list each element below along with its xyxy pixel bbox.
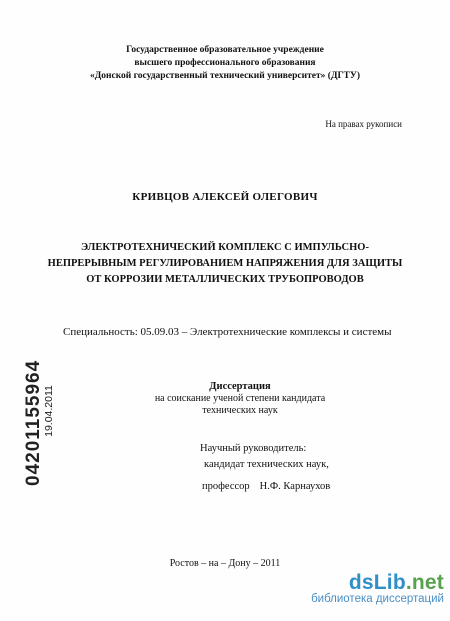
dslib-watermark xyxy=(311,571,444,605)
organization-line-2: высшего профессионального образования xyxy=(134,58,316,68)
watermark-brand-tld: .net xyxy=(405,571,444,594)
stamp-date: 19.04.2011 xyxy=(43,385,55,437)
dissertation-line-2: технических наук xyxy=(202,405,278,416)
stamp-number: 04201155964 xyxy=(23,359,44,486)
organization-line-3: «Донской государственный технический университет» (ДГТУ) xyxy=(89,71,361,81)
watermark-subtitle: библиотека диссертаций xyxy=(311,593,444,605)
supervisor-label: Научный руководитель: xyxy=(200,443,307,454)
watermark-brand xyxy=(311,571,444,595)
library-stamp xyxy=(23,336,55,486)
organization-header xyxy=(0,44,450,83)
supervisor-name: Н.Ф. Карнаухов xyxy=(259,481,331,492)
supervisor-degree: кандидат технических наук, xyxy=(204,459,329,470)
dissertation-line-1: на соискание ученой степени кандидата xyxy=(154,393,326,404)
supervisor-block xyxy=(200,441,330,495)
dissertation-block xyxy=(150,381,330,417)
author-name: КРИВЦОВ АЛЕКСЕЙ ОЛЕГОВИЧ xyxy=(132,191,318,203)
supervisor-rank: профессор xyxy=(202,481,250,492)
thesis-title-line-1: ЭЛЕКТРОТЕХНИЧЕСКИЙ КОМПЛЕКС С ИМПУЛЬСНО- xyxy=(81,242,369,253)
thesis-title-line-2: НЕПРЕРЫВНЫМ РЕГУЛИРОВАНИЕМ НАПРЯЖЕНИЯ ДЛЯ ЗАЩИТЫ xyxy=(47,258,403,269)
rights-note: На правах рукописи xyxy=(325,119,402,129)
city-year: Ростов – на – Дону – 2011 xyxy=(169,558,281,569)
specialty: Специальность: 05.09.03 – Электротехнические комплексы и системы xyxy=(63,326,392,338)
thesis-title-line-3: ОТ КОРРОЗИИ МЕТАЛЛИЧЕСКИХ ТРУБОПРОВОДОВ xyxy=(86,274,364,285)
supervisor-rank-name xyxy=(200,479,330,495)
organization-line-1: Государственное образовательное учреждение xyxy=(126,45,324,55)
dissertation-heading: Диссертация xyxy=(209,381,271,392)
watermark-brand-main: dsLib xyxy=(348,571,406,594)
thesis-title xyxy=(0,240,450,288)
